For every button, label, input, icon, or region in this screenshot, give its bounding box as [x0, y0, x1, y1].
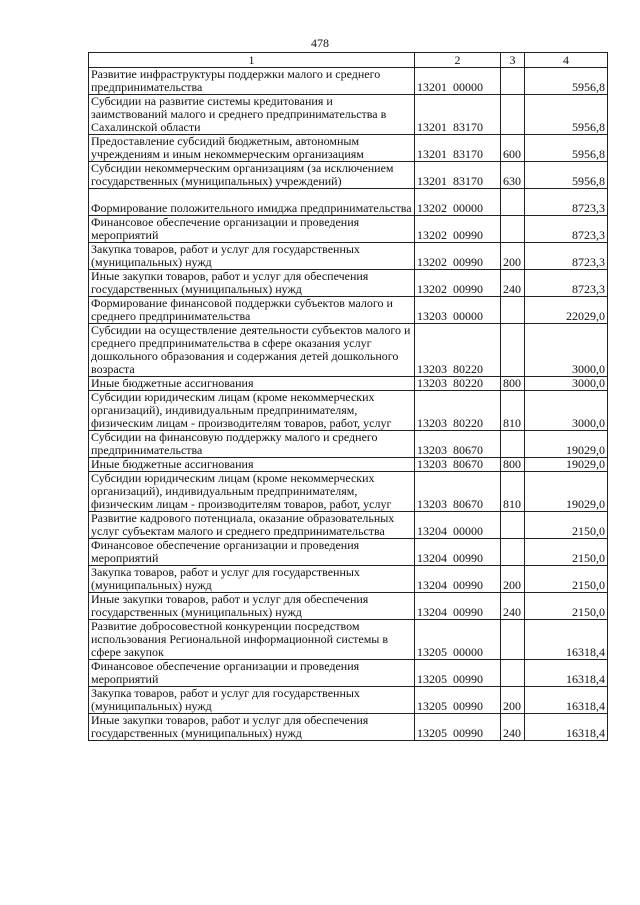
row-description: Иные бюджетные ассигнования: [89, 458, 415, 472]
table-row: [89, 512, 608, 539]
row-expense-type: 810: [501, 472, 525, 512]
table-row: [89, 135, 608, 162]
row-amount: 16318,4: [525, 687, 608, 714]
row-expense-type: 200: [501, 243, 525, 270]
row-expense-type: [501, 431, 525, 458]
row-program-code: 13205 00990: [415, 714, 501, 741]
row-expense-type: [501, 189, 525, 216]
table-row: [89, 324, 608, 377]
row-expense-type: 810: [501, 391, 525, 431]
row-amount: 3000,0: [525, 324, 608, 377]
table-row: [89, 687, 608, 714]
row-program-code: 13204 00990: [415, 539, 501, 566]
row-amount: 2150,0: [525, 566, 608, 593]
table-row: [89, 243, 608, 270]
row-description: Развитие кадрового потенциала, оказание образовательных услуг субъектам малого и среднего предпринимательства: [89, 512, 415, 539]
row-amount: 8723,3: [525, 243, 608, 270]
row-expense-type: 600: [501, 135, 525, 162]
table-row: [89, 431, 608, 458]
row-program-code: 13203 80220: [415, 377, 501, 391]
row-program-code: 13201 83170: [415, 162, 501, 189]
column-header-3: 3: [501, 53, 525, 68]
row-amount: 16318,4: [525, 660, 608, 687]
row-description: Формирование финансовой поддержки субъектов малого и среднего предпринимательства: [89, 297, 415, 324]
table-row: [89, 472, 608, 512]
row-amount: 3000,0: [525, 391, 608, 431]
table-row: [89, 162, 608, 189]
table-row: [89, 95, 608, 135]
row-program-code: 13201 00000: [415, 68, 501, 95]
row-program-code: 13202 00990: [415, 243, 501, 270]
row-amount: 3000,0: [525, 377, 608, 391]
row-description: Субсидии на финансовую поддержку малого и среднего предпринимательства: [89, 431, 415, 458]
table-row: [89, 391, 608, 431]
table-row: [89, 458, 608, 472]
row-amount: 5956,8: [525, 68, 608, 95]
table-row: [89, 216, 608, 243]
row-program-code: 13203 80670: [415, 458, 501, 472]
row-amount: 19029,0: [525, 431, 608, 458]
row-expense-type: 240: [501, 714, 525, 741]
row-program-code: 13205 00000: [415, 620, 501, 660]
column-header-1: 1: [89, 53, 415, 68]
row-description: Субсидии юридическим лицам (кроме некоммерческих организаций), индивидуальным предпринимателям, физическим лицам - производителям товаров, работ, услуг: [89, 472, 415, 512]
row-expense-type: 240: [501, 593, 525, 620]
row-description: Формирование положительного имиджа предпринимательства: [89, 189, 415, 216]
row-description: Субсидии некоммерческим организациям (за исключением государственных (муниципальных) учреждений): [89, 162, 415, 189]
row-description: Финансовое обеспечение организации и проведения мероприятий: [89, 216, 415, 243]
row-expense-type: [501, 620, 525, 660]
row-amount: 2150,0: [525, 512, 608, 539]
row-description: Субсидии на осуществление деятельности субъектов малого и среднего предпринимательства в сфере оказания услуг дошкольного образования и содержания детей дошкольного возраста: [89, 324, 415, 377]
table-row: [89, 566, 608, 593]
column-header-2: 2: [415, 53, 501, 68]
row-program-code: 13203 80670: [415, 431, 501, 458]
row-amount: 19029,0: [525, 472, 608, 512]
row-amount: 16318,4: [525, 620, 608, 660]
table-row: [89, 660, 608, 687]
row-amount: 5956,8: [525, 95, 608, 135]
row-expense-type: [501, 297, 525, 324]
row-expense-type: [501, 216, 525, 243]
row-description: Субсидии на развитие системы кредитования и заимствований малого и среднего предпринимательства в Сахалинской области: [89, 95, 415, 135]
row-amount: 8723,3: [525, 216, 608, 243]
row-program-code: 13205 00990: [415, 660, 501, 687]
column-header-4: 4: [525, 53, 608, 68]
table-row: [89, 68, 608, 95]
row-expense-type: [501, 68, 525, 95]
row-description: Закупка товаров, работ и услуг для государственных (муниципальных) нужд: [89, 687, 415, 714]
row-program-code: 13202 00990: [415, 270, 501, 297]
table-row: [89, 189, 608, 216]
row-expense-type: [501, 660, 525, 687]
row-description: Закупка товаров, работ и услуг для государственных (муниципальных) нужд: [89, 566, 415, 593]
row-program-code: 13204 00990: [415, 566, 501, 593]
row-description: Развитие добросовестной конкуренции посредством использования Региональной информационной системы в сфере закупок: [89, 620, 415, 660]
row-expense-type: 630: [501, 162, 525, 189]
row-program-code: 13201 83170: [415, 135, 501, 162]
row-description: Иные закупки товаров, работ и услуг для обеспечения государственных (муниципальных) нужд: [89, 593, 415, 620]
row-description: Иные закупки товаров, работ и услуг для обеспечения государственных (муниципальных) нужд: [89, 270, 415, 297]
table-row: [89, 593, 608, 620]
table-header-row: [89, 53, 608, 68]
table-row: [89, 539, 608, 566]
row-expense-type: 800: [501, 458, 525, 472]
row-amount: 19029,0: [525, 458, 608, 472]
row-description: Предоставление субсидий бюджетным, автономным учреждениям и иным некоммерческим организациям: [89, 135, 415, 162]
row-expense-type: 240: [501, 270, 525, 297]
row-expense-type: [501, 95, 525, 135]
table-row: [89, 714, 608, 741]
row-amount: 16318,4: [525, 714, 608, 741]
row-program-code: 13203 80220: [415, 391, 501, 431]
table-row: [89, 270, 608, 297]
row-program-code: 13203 00000: [415, 297, 501, 324]
row-program-code: 13202 00990: [415, 216, 501, 243]
row-description: Развитие инфраструктуры поддержки малого и среднего предпринимательства: [89, 68, 415, 95]
row-description: Субсидии юридическим лицам (кроме некоммерческих организаций), индивидуальным предпринимателям, физическим лицам - производителям товаров, работ, услуг: [89, 391, 415, 431]
row-program-code: 13205 00990: [415, 687, 501, 714]
row-amount: 2150,0: [525, 593, 608, 620]
row-expense-type: [501, 512, 525, 539]
row-program-code: 13204 00990: [415, 593, 501, 620]
budget-table: [88, 52, 608, 741]
page-number: 478: [311, 36, 329, 50]
row-amount: 8723,3: [525, 270, 608, 297]
row-expense-type: [501, 324, 525, 377]
row-description: Иные бюджетные ассигнования: [89, 377, 415, 391]
row-program-code: 13204 00000: [415, 512, 501, 539]
row-program-code: 13201 83170: [415, 95, 501, 135]
row-expense-type: 200: [501, 687, 525, 714]
row-expense-type: 200: [501, 566, 525, 593]
row-description: Иные закупки товаров, работ и услуг для обеспечения государственных (муниципальных) нужд: [89, 714, 415, 741]
table-row: [89, 620, 608, 660]
row-amount: 5956,8: [525, 135, 608, 162]
row-program-code: 13203 80670: [415, 472, 501, 512]
row-program-code: 13203 80220: [415, 324, 501, 377]
table-row: [89, 297, 608, 324]
row-amount: 8723,3: [525, 189, 608, 216]
row-amount: 22029,0: [525, 297, 608, 324]
row-description: Финансовое обеспечение организации и проведения мероприятий: [89, 539, 415, 566]
row-description: Закупка товаров, работ и услуг для государственных (муниципальных) нужд: [89, 243, 415, 270]
row-description: Финансовое обеспечение организации и проведения мероприятий: [89, 660, 415, 687]
row-expense-type: [501, 539, 525, 566]
row-program-code: 13202 00000: [415, 189, 501, 216]
row-amount: 2150,0: [525, 539, 608, 566]
table-row: [89, 377, 608, 391]
row-amount: 5956,8: [525, 162, 608, 189]
row-expense-type: 800: [501, 377, 525, 391]
